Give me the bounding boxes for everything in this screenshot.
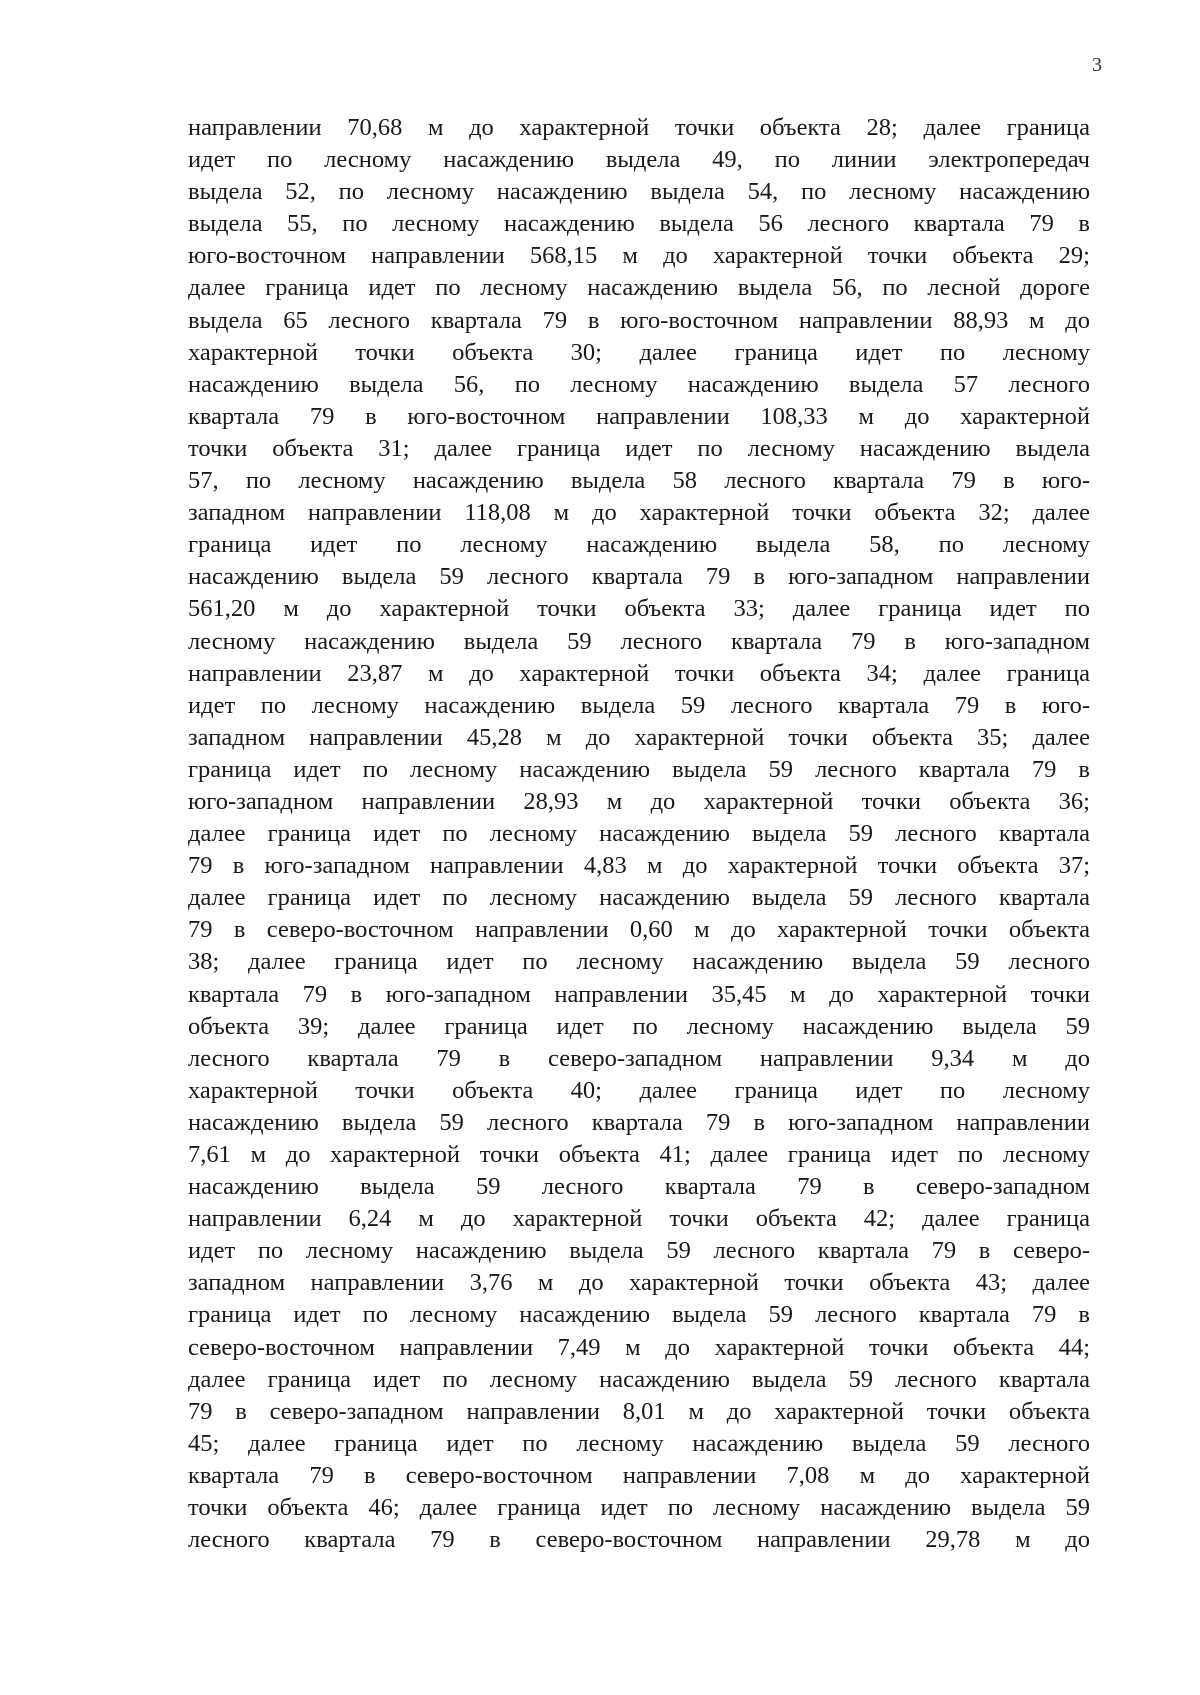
text-line: северо-восточном направлении 7,49 м до характерной точки объекта 44; bbox=[188, 1333, 1090, 1361]
text-line: выдела 55, по лесному насаждению выдела 56 лесного квартала 79 в bbox=[188, 210, 1090, 238]
text-line: далее граница идет по лесному насаждению выдела 59 лесного квартала bbox=[188, 884, 1090, 912]
text-line: точки объекта 31; далее граница идет по лесному насаждению выдела bbox=[188, 434, 1090, 462]
text-line: объекта 39; далее граница идет по лесному насаждению выдела 59 bbox=[188, 1012, 1090, 1040]
text-line: 79 в северо-восточном направлении 0,60 м до характерной точки объекта bbox=[188, 916, 1090, 944]
text-line: западном направлении 118,08 м до характерной точки объекта 32; далее bbox=[188, 499, 1090, 527]
text-line: граница идет по лесному насаждению выдела 58, по лесному bbox=[188, 531, 1090, 559]
text-line: граница идет по лесному насаждению выдела 59 лесного квартала 79 в bbox=[188, 1301, 1090, 1329]
text-line: идет по лесному насаждению выдела 49, по линии электропередач bbox=[188, 146, 1090, 174]
text-line: насаждению выдела 59 лесного квартала 79 в юго-западном направлении bbox=[188, 563, 1090, 591]
text-line: квартала 79 в юго-западном направлении 35,45 м до характерной точки bbox=[188, 980, 1090, 1008]
text-line: лесного квартала 79 в северо-восточном направлении 29,78 м до bbox=[188, 1526, 1090, 1554]
text-line: юго-восточном направлении 568,15 м до характерной точки объекта 29; bbox=[188, 242, 1090, 270]
text-line: 79 в северо-западном направлении 8,01 м до характерной точки объекта bbox=[188, 1397, 1090, 1425]
text-line: характерной точки объекта 40; далее граница идет по лесному bbox=[188, 1076, 1090, 1104]
text-line: идет по лесному насаждению выдела 59 лесного квартала 79 в северо- bbox=[188, 1237, 1090, 1265]
text-line: 45; далее граница идет по лесному насаждению выдела 59 лесного bbox=[188, 1429, 1090, 1457]
text-line: идет по лесному насаждению выдела 59 лесного квартала 79 в юго- bbox=[188, 691, 1090, 719]
text-line: далее граница идет по лесному насаждению выдела 59 лесного квартала bbox=[188, 1365, 1090, 1393]
text-line: 7,61 м до характерной точки объекта 41; далее граница идет по лесному bbox=[188, 1141, 1090, 1168]
text-line: 57, по лесному насаждению выдела 58 лесного квартала 79 в юго- bbox=[188, 467, 1090, 495]
text-line: насаждению выдела 59 лесного квартала 79 в северо-западном bbox=[188, 1173, 1090, 1201]
text-line: далее граница идет по лесному насаждению выдела 56, по лесной дороге bbox=[188, 274, 1090, 302]
text-line: направлении 6,24 м до характерной точки объекта 42; далее граница bbox=[188, 1205, 1090, 1233]
text-line: направлении 70,68 м до характерной точки объекта 28; далее граница bbox=[188, 114, 1090, 141]
text-line: юго-западном направлении 28,93 м до характерной точки объекта 36; bbox=[188, 787, 1090, 815]
text-line: направлении 23,87 м до характерной точки объекта 34; далее граница bbox=[188, 659, 1090, 687]
text-line: характерной точки объекта 30; далее граница идет по лесному bbox=[188, 338, 1090, 366]
document-body-text bbox=[188, 112, 1090, 1556]
page-number: 3 bbox=[1092, 54, 1102, 76]
text-line: выдела 52, по лесному насаждению выдела 54, по лесному насаждению bbox=[188, 178, 1090, 206]
text-line: выдела 65 лесного квартала 79 в юго-восточном направлении 88,93 м до bbox=[188, 306, 1090, 334]
text-line: 561,20 м до характерной точки объекта 33; далее граница идет по bbox=[188, 595, 1090, 623]
text-line: квартала 79 в северо-восточном направлении 7,08 м до характерной bbox=[188, 1461, 1090, 1489]
text-line: 79 в юго-западном направлении 4,83 м до характерной точки объекта 37; bbox=[188, 852, 1090, 880]
text-line: далее граница идет по лесному насаждению выдела 59 лесного квартала bbox=[188, 820, 1090, 848]
text-line: 38; далее граница идет по лесному насаждению выдела 59 лесного bbox=[188, 948, 1090, 976]
text-line: точки объекта 46; далее граница идет по лесному насаждению выдела 59 bbox=[188, 1494, 1090, 1522]
text-line: западном направлении 45,28 м до характерной точки объекта 35; далее bbox=[188, 723, 1090, 751]
text-line: лесного квартала 79 в северо-западном направлении 9,34 м до bbox=[188, 1044, 1090, 1072]
text-line: граница идет по лесному насаждению выдела 59 лесного квартала 79 в bbox=[188, 755, 1090, 783]
text-line: насаждению выдела 59 лесного квартала 79 в юго-западном направлении bbox=[188, 1108, 1090, 1136]
text-line: западном направлении 3,76 м до характерной точки объекта 43; далее bbox=[188, 1269, 1090, 1297]
text-line: лесному насаждению выдела 59 лесного квартала 79 в юго-западном bbox=[188, 627, 1090, 655]
text-line: квартала 79 в юго-восточном направлении 108,33 м до характерной bbox=[188, 402, 1090, 430]
text-line: насаждению выдела 56, по лесному насаждению выдела 57 лесного bbox=[188, 370, 1090, 398]
